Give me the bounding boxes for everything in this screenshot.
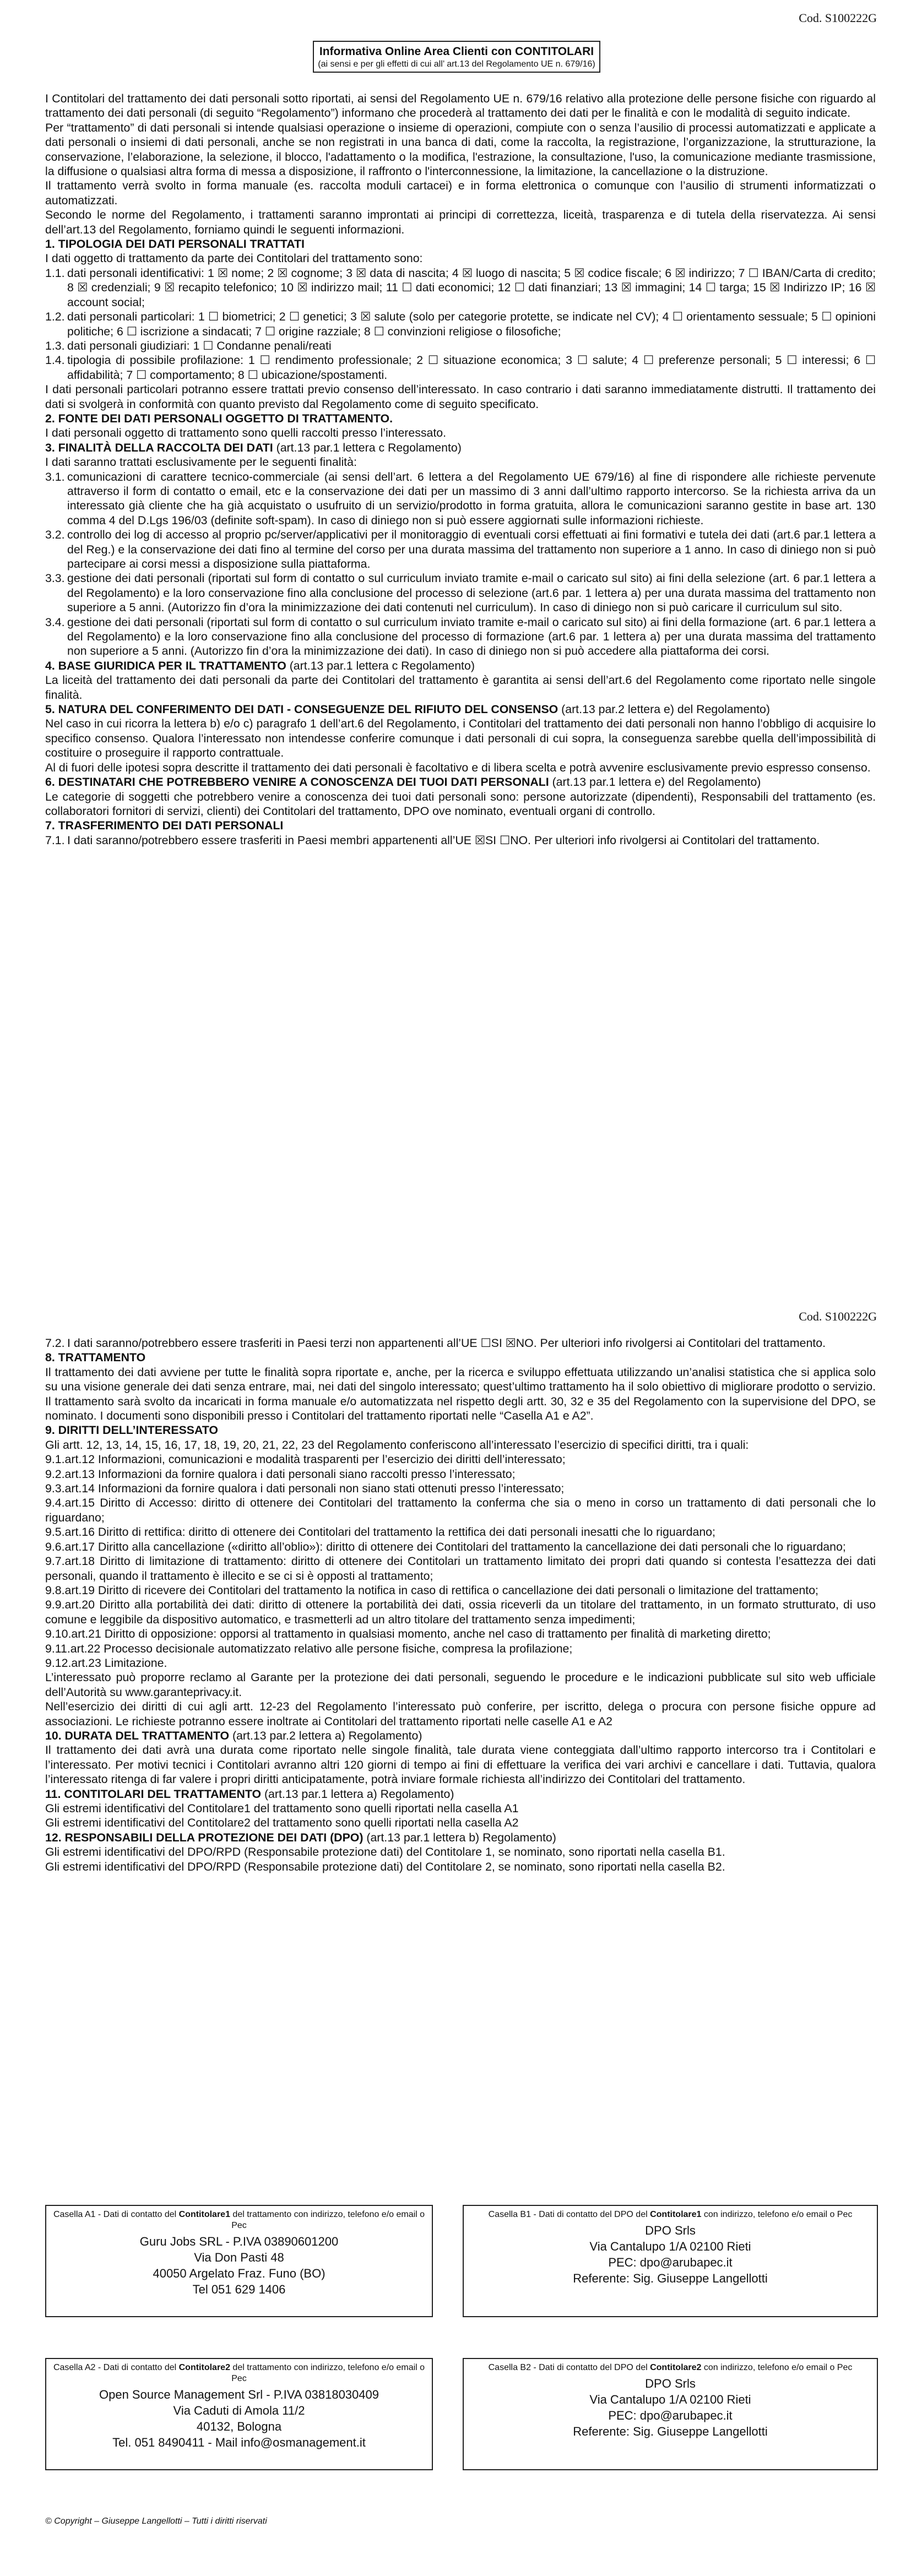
box-line: Via Cantalupo 1/A 02100 Rieti: [589, 2393, 751, 2406]
section-heading: 11. CONTITOLARI DEL TRATTAMENTO: [45, 1787, 262, 1801]
list-item: [45, 266, 876, 309]
item-number: 7.2.: [45, 1336, 65, 1350]
box-line: Tel. 051 8490411 - Mail info@osmanagement.it: [112, 2436, 366, 2449]
section-text: Nell’esercizio dei diritti di cui agli artt. 12-23 del Regolamento l’interessato può conferire, per iscritto, delega o procura con persone fisiche oppure ad associazioni. Le richieste potranno essere inoltrate ai Contitolari del trattamento riportati nelle caselle A1 e A2: [45, 1700, 876, 1728]
item-text: controllo dei log di accesso al proprio pc/server/applicativi per il monitoraggio di eventuali corsi effettuati ai fini formativi e tutela dei dati (art.6 par.1 lettera a del Reg.) e la conservazione dei dati fino al termine del corso per una durata massima del trattamento non superiore a 1 anno. In caso di diniego non si può partecipare ai corsi messi a disposizione sulla piattaforma.: [67, 528, 876, 570]
list-item: [45, 528, 876, 571]
intro-paragraph: Per “trattamento” di dati personali si intende qualsiasi operazione o insieme di operazioni, compiute con o senza l’ausilio di processi automatizzati e applicate a dati personali o insiemi di dati personali, anche se non registrati in una banca di dati, come la raccolta, la registrazione, l’organizzazione, la strutturazione, la conservazione, l’elaborazione, la selezione, il blocco, l'adattamento o la modifica, l'estrazione, la consultazione, l'uso, la comunicazione mediante trasmissione, la diffusione o qualsiasi altra forma di messa a disposizione, il raffronto o l'interconnessione, la limitazione, la cancellazione o la distruzione.: [45, 121, 876, 178]
rights-item: 9.8.art.19 Diritto di ricevere dei Contitolari del trattamento la notifica in caso di rettifica o cancellazione dei dati personali o limitazione del trattamento;: [45, 1583, 818, 1597]
section-text: Gli estremi identificativi del Contitolare2 del trattamento sono quelli riportati nella casella A2: [45, 1816, 519, 1830]
item-text: dati personali giudiziari: 1 ☐ Condanne penali/reati: [67, 339, 332, 352]
section-text: I dati personali oggetto di trattamento sono quelli raccolti presso l’interessato.: [45, 426, 447, 440]
copyright-notice: © Copyright – Giuseppe Langellotti – Tutti i diritti riservati: [45, 2517, 267, 2526]
item-text: dati personali identificativi: 1 ☒ nome; 2 ☒ cognome; 3 ☒ data di nascita; 4 ☒ luogo di nascita; 5 ☒ codice fiscale; 6 ☒ indirizzo; 7 ☐ IBAN/Carta di credito; 8 ☒ credenziali; 9 ☒ recapito telefonico; 10 ☒ indirizzo mail; 11 ☐ dati economici; 12 ☐ dati finanziari; 13 ☒ immagini; 14 ☐ targa; 15 ☒ Indirizzo IP; 16 ☒ account social;: [67, 266, 876, 309]
section-heading: 5. NATURA DEL CONFERIMENTO DEI DATI - CONSEGUENZE DEL RIFIUTO DEL CONSENSO: [45, 703, 558, 716]
item-number: 1.4.: [45, 354, 65, 367]
item-text: gestione dei dati personali (riportati sul form di contatto o sul curriculum inviato tramite e-mail o caricato sul sito) ai fini della selezione (art. 6 par.1 lettera a del Regolamento) e la loro conservazione fino alla conclusione del processo di selezione (art.6 par. 1 lettera a) per una durata massima del trattamento non superiore a 5 anni. (Autorizzo fin d’ora la minimizzazione dei dati contenuti nel curriculum). In caso di diniego non si può caricare il curriculum sul sito.: [67, 572, 876, 615]
intro-paragraph: Secondo le norme del Regolamento, i trattamenti saranno improntati ai principi di correttezza, liceità, trasparenza e di tutela della riservatezza. Ai sensi dell’art.13 del Regolamento, forniamo quindi le seguenti informazioni.: [45, 208, 876, 236]
contact-box-a2: [45, 2358, 433, 2470]
title-box: [313, 41, 600, 73]
box-line: Via Cantalupo 1/A 02100 Rieti: [589, 2240, 751, 2253]
section-lead: I dati saranno trattati esclusivamente per le seguenti finalità:: [45, 455, 357, 469]
section-heading: 6. DESTINATARI CHE POTREBBERO VENIRE A CONOSCENZA DEI TUOI DATI PERSONALI: [45, 775, 549, 789]
page1-body: [45, 91, 876, 847]
section-text: La liceità del trattamento dei dati personali da parte dei Contitolari del trattamento è garantita ai sensi dell’art.6 del Regolamento come riportato nelle singole finalità.: [45, 673, 876, 702]
section-heading-note: (art.13 par.1 lettera e) del Regolamento): [549, 775, 761, 789]
section-text: Gli estremi identificativi del Contitolare1 del trattamento sono quelli riportati nella casella A1: [45, 1802, 519, 1815]
list-item: [45, 353, 876, 382]
section-heading: 1. TIPOLOGIA DEI DATI PERSONALI TRATTATI: [45, 237, 305, 251]
section-text: Gli estremi identificativi del DPO/RPD (Responsabile protezione dati) del Contitolare 2, se nominato, sono riportati nella casella B2.: [45, 1860, 725, 1873]
item-number: 1.3.: [45, 339, 65, 352]
item-number: 1.1.: [45, 266, 65, 280]
item-number: 7.1.: [45, 833, 65, 847]
box-line: PEC: dpo@arubapec.it: [608, 2409, 733, 2422]
item-number: 3.2.: [45, 528, 65, 542]
box-line: Via Caduti di Amola 11/2: [173, 2404, 305, 2417]
section-heading: 9. DIRITTI DELL’INTERESSATO: [45, 1423, 218, 1437]
section-text: L’interessato può proporre reclamo al Garante per la protezione dei dati personali, seguendo le procedure e le indicazioni pubblicate sul sito web ufficiale dell’Autorità su www.garanteprivacy.it.: [45, 1671, 876, 1699]
item-number: 3.1.: [45, 470, 65, 483]
rights-item: 9.1.art.12 Informazioni, comunicazioni e modalità trasparenti per l’esercizio dei diritti dell’interessato;: [45, 1453, 566, 1466]
section-lead: Gli artt. 12, 13, 14, 15, 16, 17, 18, 19, 20, 21, 22, 23 del Regolamento conferiscono all’interessato l’esercizio di specifici diritti, tra i quali:: [45, 1438, 749, 1452]
list-item: [45, 833, 876, 847]
section-heading: 4. BASE GIURIDICA PER IL TRATTAMENTO: [45, 659, 286, 672]
section-heading-note: (art.13 par.2 lettera a) Regolamento): [229, 1729, 422, 1742]
section-text: I dati personali particolari potranno essere trattati previo consenso dell’interessato. In caso contrario i dati saranno immediatamente distrutti. Il trattamento dei dati si svolgerà in conformità con quanto previsto dal Regolamento come di seguito specificato.: [45, 383, 876, 411]
contact-box-b1: [463, 2205, 878, 2317]
section-text: Nel caso in cui ricorra la lettera b) e/o c) paragrafo 1 dell’art.6 del Regolamento, i Contitolari del trattamento dei dati personali non hanno l’obbligo di acquisire lo specifico consenso. Qualora l’interessato non intendesse conferire comunque i dati personali di cui sopra, la conseguenza sarebbe quella dell’impossibilità di costituire o proseguire il rapporto contrattuale.: [45, 717, 876, 760]
box-line: DPO Srls: [645, 2224, 696, 2237]
intro-paragraph: Il trattamento verrà svolto in forma manuale (es. raccolta moduli cartacei) e in forma elettronica o comunque con l’ausilio di strumenti informatizzati o automatizzati.: [45, 179, 876, 207]
rights-item: 9.2.art.13 Informazioni da fornire qualora i dati personali siano raccolti presso l’interessato;: [45, 1467, 516, 1481]
document-subtitle: (ai sensi e per gli effetti di cui all’ art.13 del Regolamento UE n. 679/16): [318, 59, 595, 69]
item-number: 3.3.: [45, 572, 65, 585]
rights-item: 9.9.art.20 Diritto alla portabilità dei dati: diritto di ottenere la portabilità dei dati, ossia riceverli da un titolare del trattamento, in un formato strutturato, di uso comune e leggibile da dispositivo automatico, e trasmetterli ad un altro titolare del trattamento senza impedimenti;: [45, 1598, 876, 1626]
box-label: Casella A1 - Dati di contatto del Contitolare1 del trattamento con indirizzo, telefono e/o email o Pec: [53, 2210, 425, 2230]
section-text: Al di fuori delle ipotesi sopra descritte il trattamento dei dati personali è facoltativo e di libera scelta e potrà avvenire esclusivamente previo espresso consenso.: [45, 760, 871, 774]
list-item: [45, 309, 876, 339]
rights-item: 9.7.art.18 Diritto di limitazione di trattamento: diritto di ottenere dei Contitolari un trattamento limitato dei propri dati quando si contesta l’esattezza dei dati personali, quando il trattamento è illecito e se ci si è opposti al trattamento;: [45, 1555, 876, 1583]
page2-body: [45, 1336, 876, 1874]
rights-item: 9.10.art.21 Diritto di opposizione: opporsi al trattamento in qualsiasi momento, anche nel caso di trattamento per finalità di marketing diretto;: [45, 1627, 771, 1641]
contact-box-a1: [45, 2205, 433, 2317]
box-line: Tel 051 629 1406: [192, 2282, 286, 2296]
item-text: gestione dei dati personali (riportati sul form di contatto o sul curriculum inviato tramite e-mail o caricato sul sito) ai fini della formazione (art. 6 par.1 lettera a del Regolamento) e la loro conservazione fino alla conclusione del processo di formazione (art.6 par. 1 lettera a) per una durata massima del trattamento non superiore a 5 anni. (Autorizzo fin d’ora la minimizzazione dei dati). In caso di diniego non si può accedere alla piattaforma dei corsi.: [67, 615, 876, 658]
section-text: Il trattamento dei dati avviene per tutte le finalità sopra riportate e, anche, per la ricerca e sviluppo effettuata utilizzando un’analisi statistica che si applica solo su una visione generale dei dati senza entrare, mai, nei dati del singolo interessato; quest’ultimo trattamento ha il solo obiettivo di migliorare prodotto o servizio. Il trattamento sarà svolto da incaricati in forma manuale e/o automatizzata nel rispetto degli artt. 30, 32 e 35 del Regolamento con la supervisione del DPO, se nominato. I documenti sono disponibili presso i Contitolari del trattamento riportati nelle “Casella A1 e A2”.: [45, 1365, 876, 1423]
box-line: PEC: dpo@arubapec.it: [608, 2256, 733, 2269]
box-line: Referente: Sig. Giuseppe Langellotti: [573, 2425, 768, 2438]
list-item: [45, 571, 876, 615]
section-heading: 2. FONTE DEI DATI PERSONALI OGGETTO DI TRATTAMENTO.: [45, 411, 393, 425]
section-lead: I dati oggetto di trattamento da parte dei Contitolari del trattamento sono:: [45, 252, 423, 265]
document-code: Cod. S100222G: [799, 1309, 877, 1323]
item-text: I dati saranno/potrebbero essere trasferiti in Paesi terzi non appartenenti all’UE ☐SI ☒NO. Per ulteriori info rivolgersi ai Contitolari del trattamento.: [67, 1336, 826, 1350]
section-heading: 12. RESPONSABILI DELLA PROTEZIONE DEI DATI (DPO): [45, 1830, 364, 1844]
item-text: comunicazioni di carattere tecnico-commerciale (ai sensi dell’art. 6 lettera a del Regolamento UE 679/16) al fine di rispondere alle richieste pervenute attraverso il form di contatto o email, etc e la conservazione dei dati per un massimo di 3 anni dall’ultimo rapporto intercorso. Se la richiesta arriva da un interessato già cliente che ha già acquistato o usufruito di un servizio/prodotto in forma gratuita, allora le comunicazioni saranno gestite in base art. 130 comma 4 del D.Lgs 196/03 (definite soft-spam). In caso di diniego non si può essere aggiornati sulle informazioni richieste.: [67, 470, 876, 527]
section-text: Il trattamento dei dati avrà una durata come riportato nelle singole finalità, tale durata viene conteggiata dall’ultimo rapporto intercorso tra i Contitolari e l’interessato. Per motivi tecnici i Contitolari avranno altri 120 giorni di tempo ai fini di effettuare la verifica dei vari archivi e cancellare i dati. Tuttavia, qualora l’interessato ritenga di far valere i propri diritti anticipatamente, potrà inviare formale richiesta all’indirizzo dei Contitolari del trattamento.: [45, 1743, 876, 1786]
section-heading: 10. DURATA DEL TRATTAMENTO: [45, 1729, 230, 1742]
section-text: Gli estremi identificativi del DPO/RPD (Responsabile protezione dati) del Contitolare 1, se nominato, sono riportati nella casella B1.: [45, 1845, 725, 1859]
rights-item: 9.4.art.15 Diritto di Accesso: diritto di ottenere dei Contitolari del trattamento la conferma che sia o meno in corso un trattamento di dati personali che lo riguardano;: [45, 1496, 876, 1524]
section-text: Le categorie di soggetti che potrebbero venire a conoscenza dei tuoi dati personali sono: persone autorizzate (dipendenti), Responsabili del trattamento (es. collaboratori fornitori di servizi, clienti) dei Contitolari del trattamento, DPO ove nominato, eventuali organi di controllo.: [45, 790, 876, 818]
section-heading: 7. TRASFERIMENTO DEI DATI PERSONALI: [45, 819, 284, 833]
box-label: Casella B1 - Dati di contatto del DPO del Contitolare1 con indirizzo, telefono e/o email o Pec: [488, 2210, 853, 2219]
box-label: Casella A2 - Dati di contatto del Contitolare2 del trattamento con indirizzo, telefono e/o email o Pec: [53, 2363, 425, 2383]
item-text: tipologia di possibile profilazione: 1 ☐ rendimento professionale; 2 ☐ situazione economica; 3 ☐ salute; 4 ☐ preferenze personali; 5 ☐ interessi; 6 ☐ affidabilità; 7 ☐ comportamento; 8 ☐ ubicazione/spostamenti.: [67, 354, 876, 382]
section-heading: 8. TRATTAMENTO: [45, 1351, 146, 1365]
section-heading-note: (art.13 par.1 lettera c Regolamento): [273, 441, 462, 454]
section-heading-note: (art.13 par.1 lettera a) Regolamento): [261, 1787, 454, 1801]
box-line: Guru Jobs SRL - P.IVA 03890601200: [139, 2235, 339, 2248]
rights-item: 9.12.art.23 Limitazione.: [45, 1656, 167, 1670]
section-heading: 3. FINALITÀ DELLA RACCOLTA DEI DATI: [45, 441, 273, 454]
section-heading-note: (art.13 par.1 lettera c Regolamento): [286, 659, 475, 672]
rights-item: 9.6.art.17 Diritto alla cancellazione («diritto all’oblio»): diritto di ottenere dei Contitolari del trattamento la cancellazione dei dati personali che lo riguardano;: [45, 1540, 846, 1553]
box-label: Casella B2 - Dati di contatto del DPO del Contitolare2 con indirizzo, telefono e/o email o Pec: [488, 2363, 853, 2372]
list-item: [45, 470, 876, 528]
rights-item: 9.5.art.16 Diritto di rettifica: diritto di ottenere dei Contitolari del trattamento la rettifica dei dati personali inesatti che lo riguardano;: [45, 1525, 715, 1539]
item-number: 3.4.: [45, 615, 65, 629]
box-line: 40132, Bologna: [196, 2420, 282, 2433]
rights-item: 9.3.art.14 Informazioni da fornire qualora i dati personali non siano stati ottenuti presso l’interessato;: [45, 1482, 565, 1496]
item-text: I dati saranno/potrebbero essere trasferiti in Paesi membri appartenenti all’UE ☒SI ☐NO. Per ulteriori info rivolgersi ai Contitolari del trattamento.: [67, 833, 820, 847]
rights-item: 9.11.art.22 Processo decisionale automatizzato relativo alle persone fisiche, compresa la profilazione;: [45, 1642, 573, 1655]
item-text: dati personali particolari: 1 ☐ biometrici; 2 ☐ genetici; 3 ☒ salute (solo per categorie protette, se indicate nel CV); 4 ☐ orientamento sessuale; 5 ☐ opinioni politiche; 6 ☐ iscrizione a sindacati; 7 ☐ origine razziale; 8 ☐ convinzioni religiose o filosofiche;: [67, 310, 876, 338]
box-line: Via Don Pasti 48: [194, 2251, 284, 2264]
item-number: 1.2.: [45, 310, 65, 324]
list-item: [45, 615, 876, 659]
list-item: [45, 339, 876, 353]
box-line: DPO Srls: [645, 2377, 696, 2390]
intro-paragraph: I Contitolari del trattamento dei dati personali sotto riportati, ai sensi del Regolamento UE n. 679/16 relativo alla protezione delle persone fisiche con riguardo al trattamento dei dati personali (di seguito “Regolamento”) informano che procederà al trattamento dei dati per le finalità e con le modalità di seguito indicate.: [45, 92, 876, 120]
section-heading-note: (art.13 par.2 lettera e) del Regolamento): [558, 703, 770, 716]
document-code: Cod. S100222G: [799, 11, 877, 25]
box-line: 40050 Argelato Fraz. Funo (BO): [153, 2267, 326, 2280]
list-item: [45, 1336, 876, 1350]
contact-box-b2: [463, 2358, 878, 2470]
box-line: Referente: Sig. Giuseppe Langellotti: [573, 2271, 768, 2285]
section-heading-note: (art.13 par.1 lettera b) Regolamento): [363, 1830, 556, 1844]
box-line: Open Source Management Srl - P.IVA 03818030409: [99, 2388, 379, 2401]
document-title: Informativa Online Area Clienti con CONTITOLARI: [319, 45, 594, 58]
